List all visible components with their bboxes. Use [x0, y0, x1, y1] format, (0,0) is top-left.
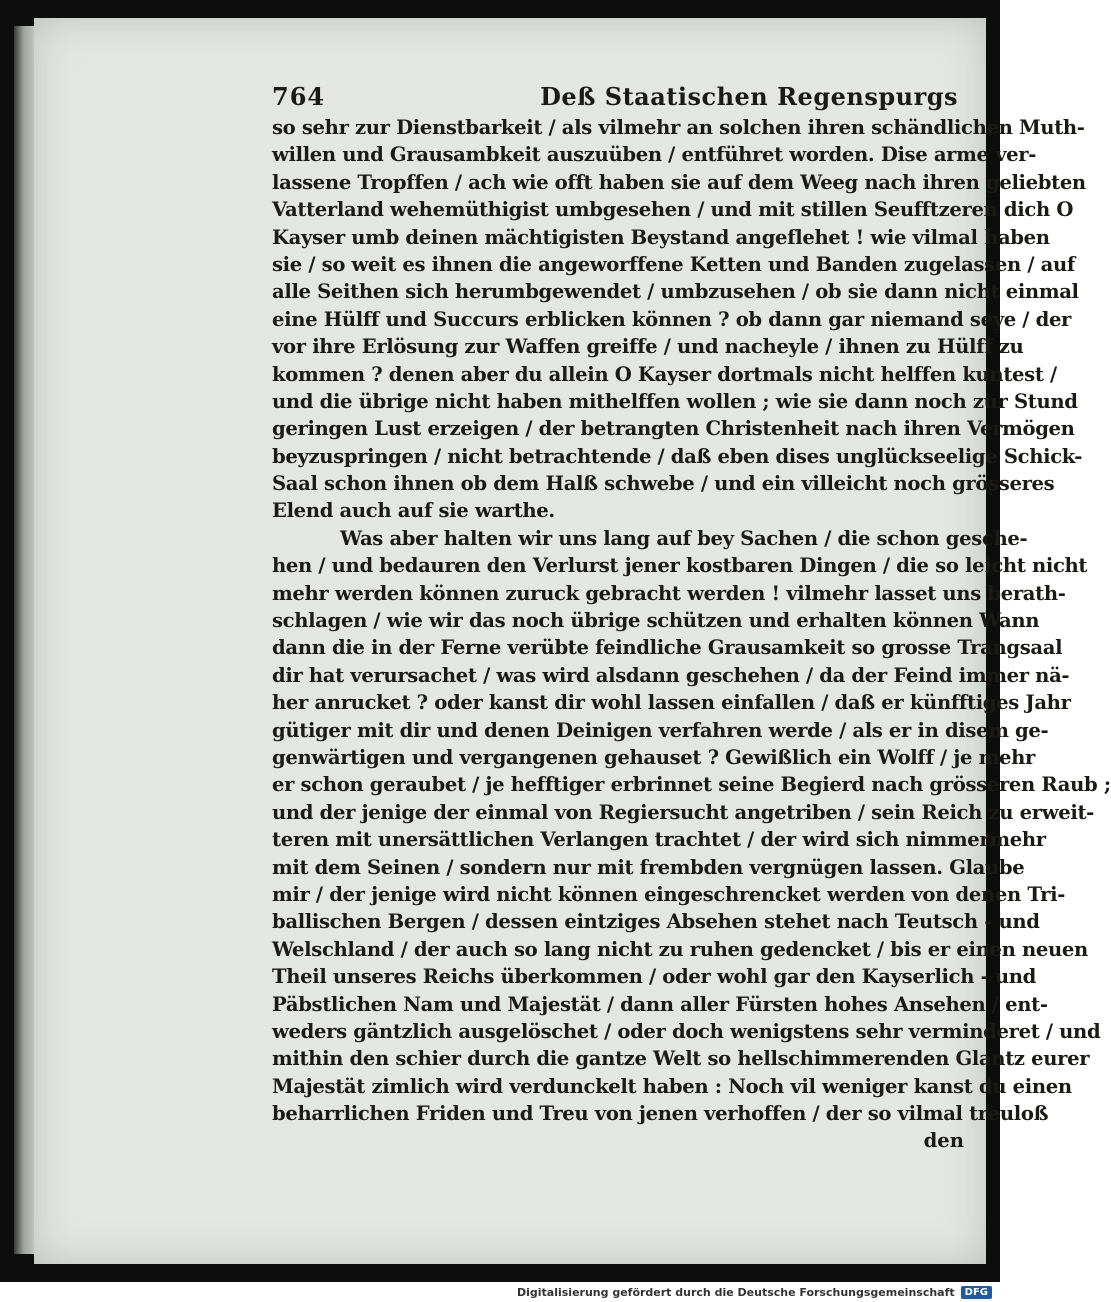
text-line: mit dem Seinen / sondern nur mit frembden vergnügen lassen. Glaube	[272, 855, 1025, 879]
text-line: so sehr zur Dienstbarkeit / als vilmehr an solchen ihren schändlichen Muth-	[272, 116, 1085, 139]
text-line: Majestät zimlich wird verdunckelt haben : Noch vil weniger kanst du einen	[272, 1074, 1072, 1098]
dfg-logo: DFG	[961, 1286, 992, 1299]
text-line: beyzuspringen / nicht betrachtende / daß eben dises unglückseelige Schick-	[272, 444, 1082, 468]
text-line: dir hat verursachet / was wird alsdann geschehen / da der Feind immer nä-	[272, 663, 1070, 687]
text-line: mir / der jenige wird nicht können eingeschrencket werden von denen Tri-	[272, 882, 1066, 906]
text-line: Was aber halten wir uns lang auf bey Sachen / die schon gesche-	[340, 526, 1028, 550]
text-line: Päbstlichen Nam und Majestät / dann aller Fürsten hohes Ansehen / ent-	[272, 992, 1048, 1016]
page-header	[272, 82, 966, 114]
text-line: vor ihre Erlösung zur Waffen greiffe / und nacheyle / ihnen zu Hülff zu	[272, 335, 1024, 359]
text-line: er schon geraubet / je hefftiger erbrinnet seine Begierd nach grösseren Raub ;	[272, 773, 1111, 797]
funding-credit: Digitalisierung gefördert durch die Deutsche Forschungsgemeinschaft	[516, 1285, 955, 1299]
text-line: weders gäntzlich ausgelöschet / oder doch wenigstens sehr verminderet / und	[272, 1019, 1101, 1043]
text-line: willen und Grausambkeit auszuüben / entführet worden. Dise arme ver-	[272, 143, 1037, 167]
text-line: lassene Tropffen / ach wie offt haben sie auf dem Weeg nach ihren geliebten	[272, 170, 1086, 194]
text-line: alle Seithen sich herumbgewendet / umbzusehen / ob sie dann nicht einmal	[272, 280, 1079, 304]
text-line: dann die in der Ferne verübte feindliche Grausamkeit so grosse Trangsaal	[272, 636, 1063, 660]
text-line: Saal schon ihnen ob dem Halß schwebe / und ein villeicht noch grösseres	[272, 472, 1055, 496]
text-line: Kayser umb deinen mächtigisten Beystand angeflehet ! wie vilmal haben	[272, 225, 1050, 249]
text-line: mehr werden können zuruck gebracht werden ! vilmehr lasset uns berath-	[272, 581, 1066, 605]
text-line: eine Hülff und Succurs erblicken können ? ob dann gar niemand seye / der	[272, 307, 1072, 331]
text-line: Theil unseres Reichs überkommen / oder wohl gar den Kayserlich - und	[272, 965, 1036, 989]
book-page	[34, 18, 1111, 1264]
running-title: Deß Staatischen Regenspurgs	[540, 82, 958, 111]
text-line: Elend auch auf sie warthe.	[272, 499, 555, 523]
text-line: geringen Lust erzeigen / der betrangten Christenheit nach ihren Vermögen	[272, 417, 1075, 441]
text-line: ballischen Bergen / dessen eintziges Absehen stehet nach Teutsch - und	[272, 910, 1040, 934]
text-line: mithin den schier durch die gantze Welt so hellschimmerenden Glantz eurer	[272, 1047, 1090, 1071]
text-line: her anrucket ? oder kanst dir wohl lassen einfallen / daß er künfftiges Jahr	[272, 691, 1071, 715]
text-line: Vatterland wehemüthigist umbgesehen / und mit stillen Seufftzeren dich O	[272, 198, 1074, 222]
text-line: beharrlichen Friden und Treu von jenen verhoffen / der so vilmal treuloß	[272, 1102, 1049, 1126]
text-block	[272, 82, 1111, 1154]
text-line: Welschland / der auch so lang nicht zu ruhen gedencket / bis er einen neuen	[272, 937, 1088, 961]
text-line: teren mit unersättlichen Verlangen trachtet / der wird sich nimmermehr	[272, 828, 1046, 852]
digitization-footer	[0, 1282, 1000, 1302]
text-line: kommen ? denen aber du allein O Kayser dortmals nicht helffen kuntest /	[272, 362, 1057, 386]
catchword: den	[923, 1129, 964, 1153]
page-number: 764	[272, 82, 326, 111]
body-text	[272, 114, 1111, 1127]
text-line: schlagen / wie wir das noch übrige schützen und erhalten können Wann	[272, 609, 1040, 633]
text-line: und der jenige der einmal von Regiersucht angetriben / sein Reich zu erweit-	[272, 800, 1094, 824]
text-line: gütiger mit dir und denen Deinigen verfahren werde / als er in disem ge-	[272, 718, 1049, 742]
text-line: sie / so weit es ihnen die angeworffene Ketten und Banden zugelassen / auf	[272, 252, 1075, 276]
text-line: hen / und bedauren den Verlurst jener kostbaren Dingen / die so leicht nicht	[272, 554, 1088, 578]
text-line: und die übrige nicht haben mithelffen wollen ; wie sie dann noch zur Stund	[272, 389, 1078, 413]
text-line: genwärtigen und vergangenen gehauset ? Gewißlich ein Wolff / je mehr	[272, 745, 1036, 769]
